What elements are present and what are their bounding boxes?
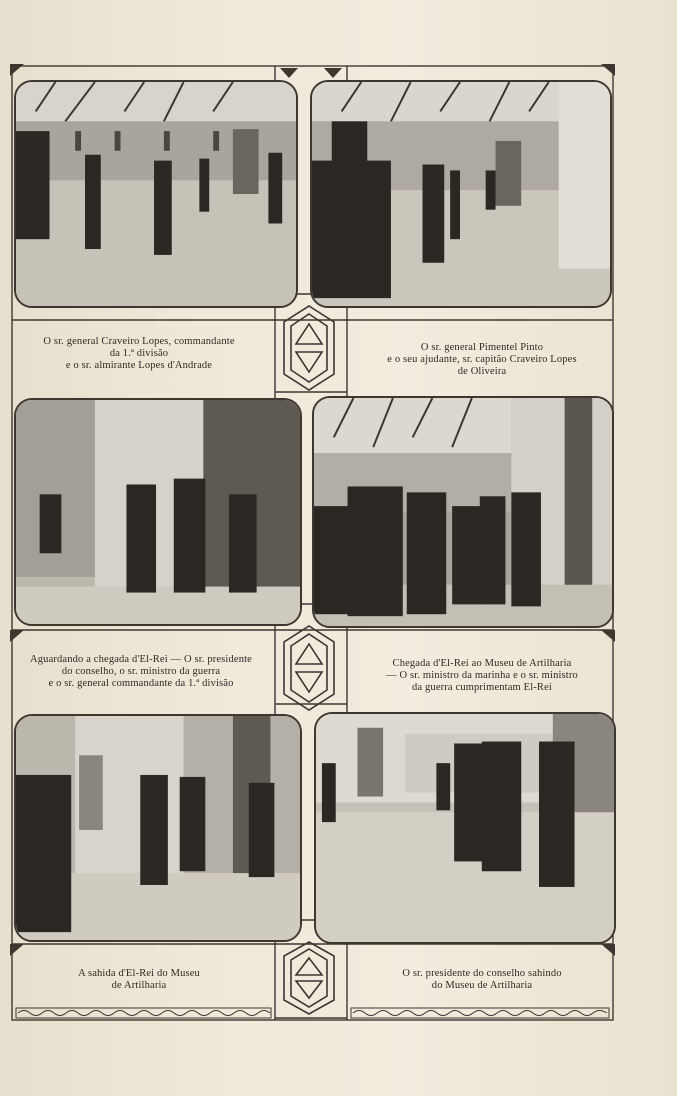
- caption-line: Chegada d'El-Rei ao Museu de Artilharia: [392, 658, 572, 669]
- caption-line: e o sr. general commandante da 1.ª divisão: [48, 678, 234, 689]
- photo-scene: [16, 716, 300, 940]
- caption-line: de Oliveira: [457, 366, 507, 377]
- diamond-ornament-icon: [278, 622, 340, 714]
- photo-awaiting-king: [14, 398, 302, 626]
- photo-president-leaving: [314, 712, 616, 944]
- diamond-ornament-icon: [278, 302, 340, 394]
- photo-generals-greeting: [14, 80, 298, 308]
- caption-line: e o sr. almirante Lopes d'Andrade: [65, 360, 213, 371]
- caption-photo-4: [346, 658, 618, 694]
- photo-king-arrival: [312, 396, 614, 628]
- caption-photo-5: [14, 968, 264, 992]
- caption-line: da guerra cumprimentam El-Rei: [412, 682, 552, 693]
- photo-general-carriage: [310, 80, 612, 308]
- photo-king-departure: [14, 714, 302, 942]
- diamond-ornament-icon: [278, 938, 340, 1018]
- photo-scene: [316, 714, 614, 942]
- caption-photo-1: [14, 336, 264, 372]
- photo-scene: [312, 82, 610, 306]
- caption-line: — O sr. ministro da marinha e o sr. ministro: [386, 670, 578, 681]
- caption-photo-3: [10, 654, 272, 690]
- caption-line: O sr. presidente do conselho sahindo: [402, 968, 562, 979]
- photo-scene: [16, 82, 296, 306]
- caption-line: A sahida d'El-Rei do Museu: [78, 968, 200, 979]
- caption-line: O sr. general Pimentel Pinto: [420, 342, 544, 353]
- caption-line: do conselho, o sr. ministro da guerra: [61, 666, 221, 677]
- caption-line: Aguardando a chegada d'El-Rei — O sr. presidente: [30, 654, 252, 665]
- photo-scene: [314, 398, 612, 626]
- caption-line: do Museu de Artilharia: [431, 980, 533, 991]
- caption-photo-6: [350, 968, 614, 992]
- caption-photo-2: [350, 342, 614, 378]
- photo-scene: [16, 400, 300, 624]
- caption-line: e o seu ajudante, sr. capitão Craveiro Lopes: [387, 354, 577, 365]
- caption-line: da 1.ª divisão: [109, 348, 169, 359]
- caption-line: de Artilharia: [111, 980, 167, 991]
- caption-line: O sr. general Craveiro Lopes, commandante: [43, 336, 235, 347]
